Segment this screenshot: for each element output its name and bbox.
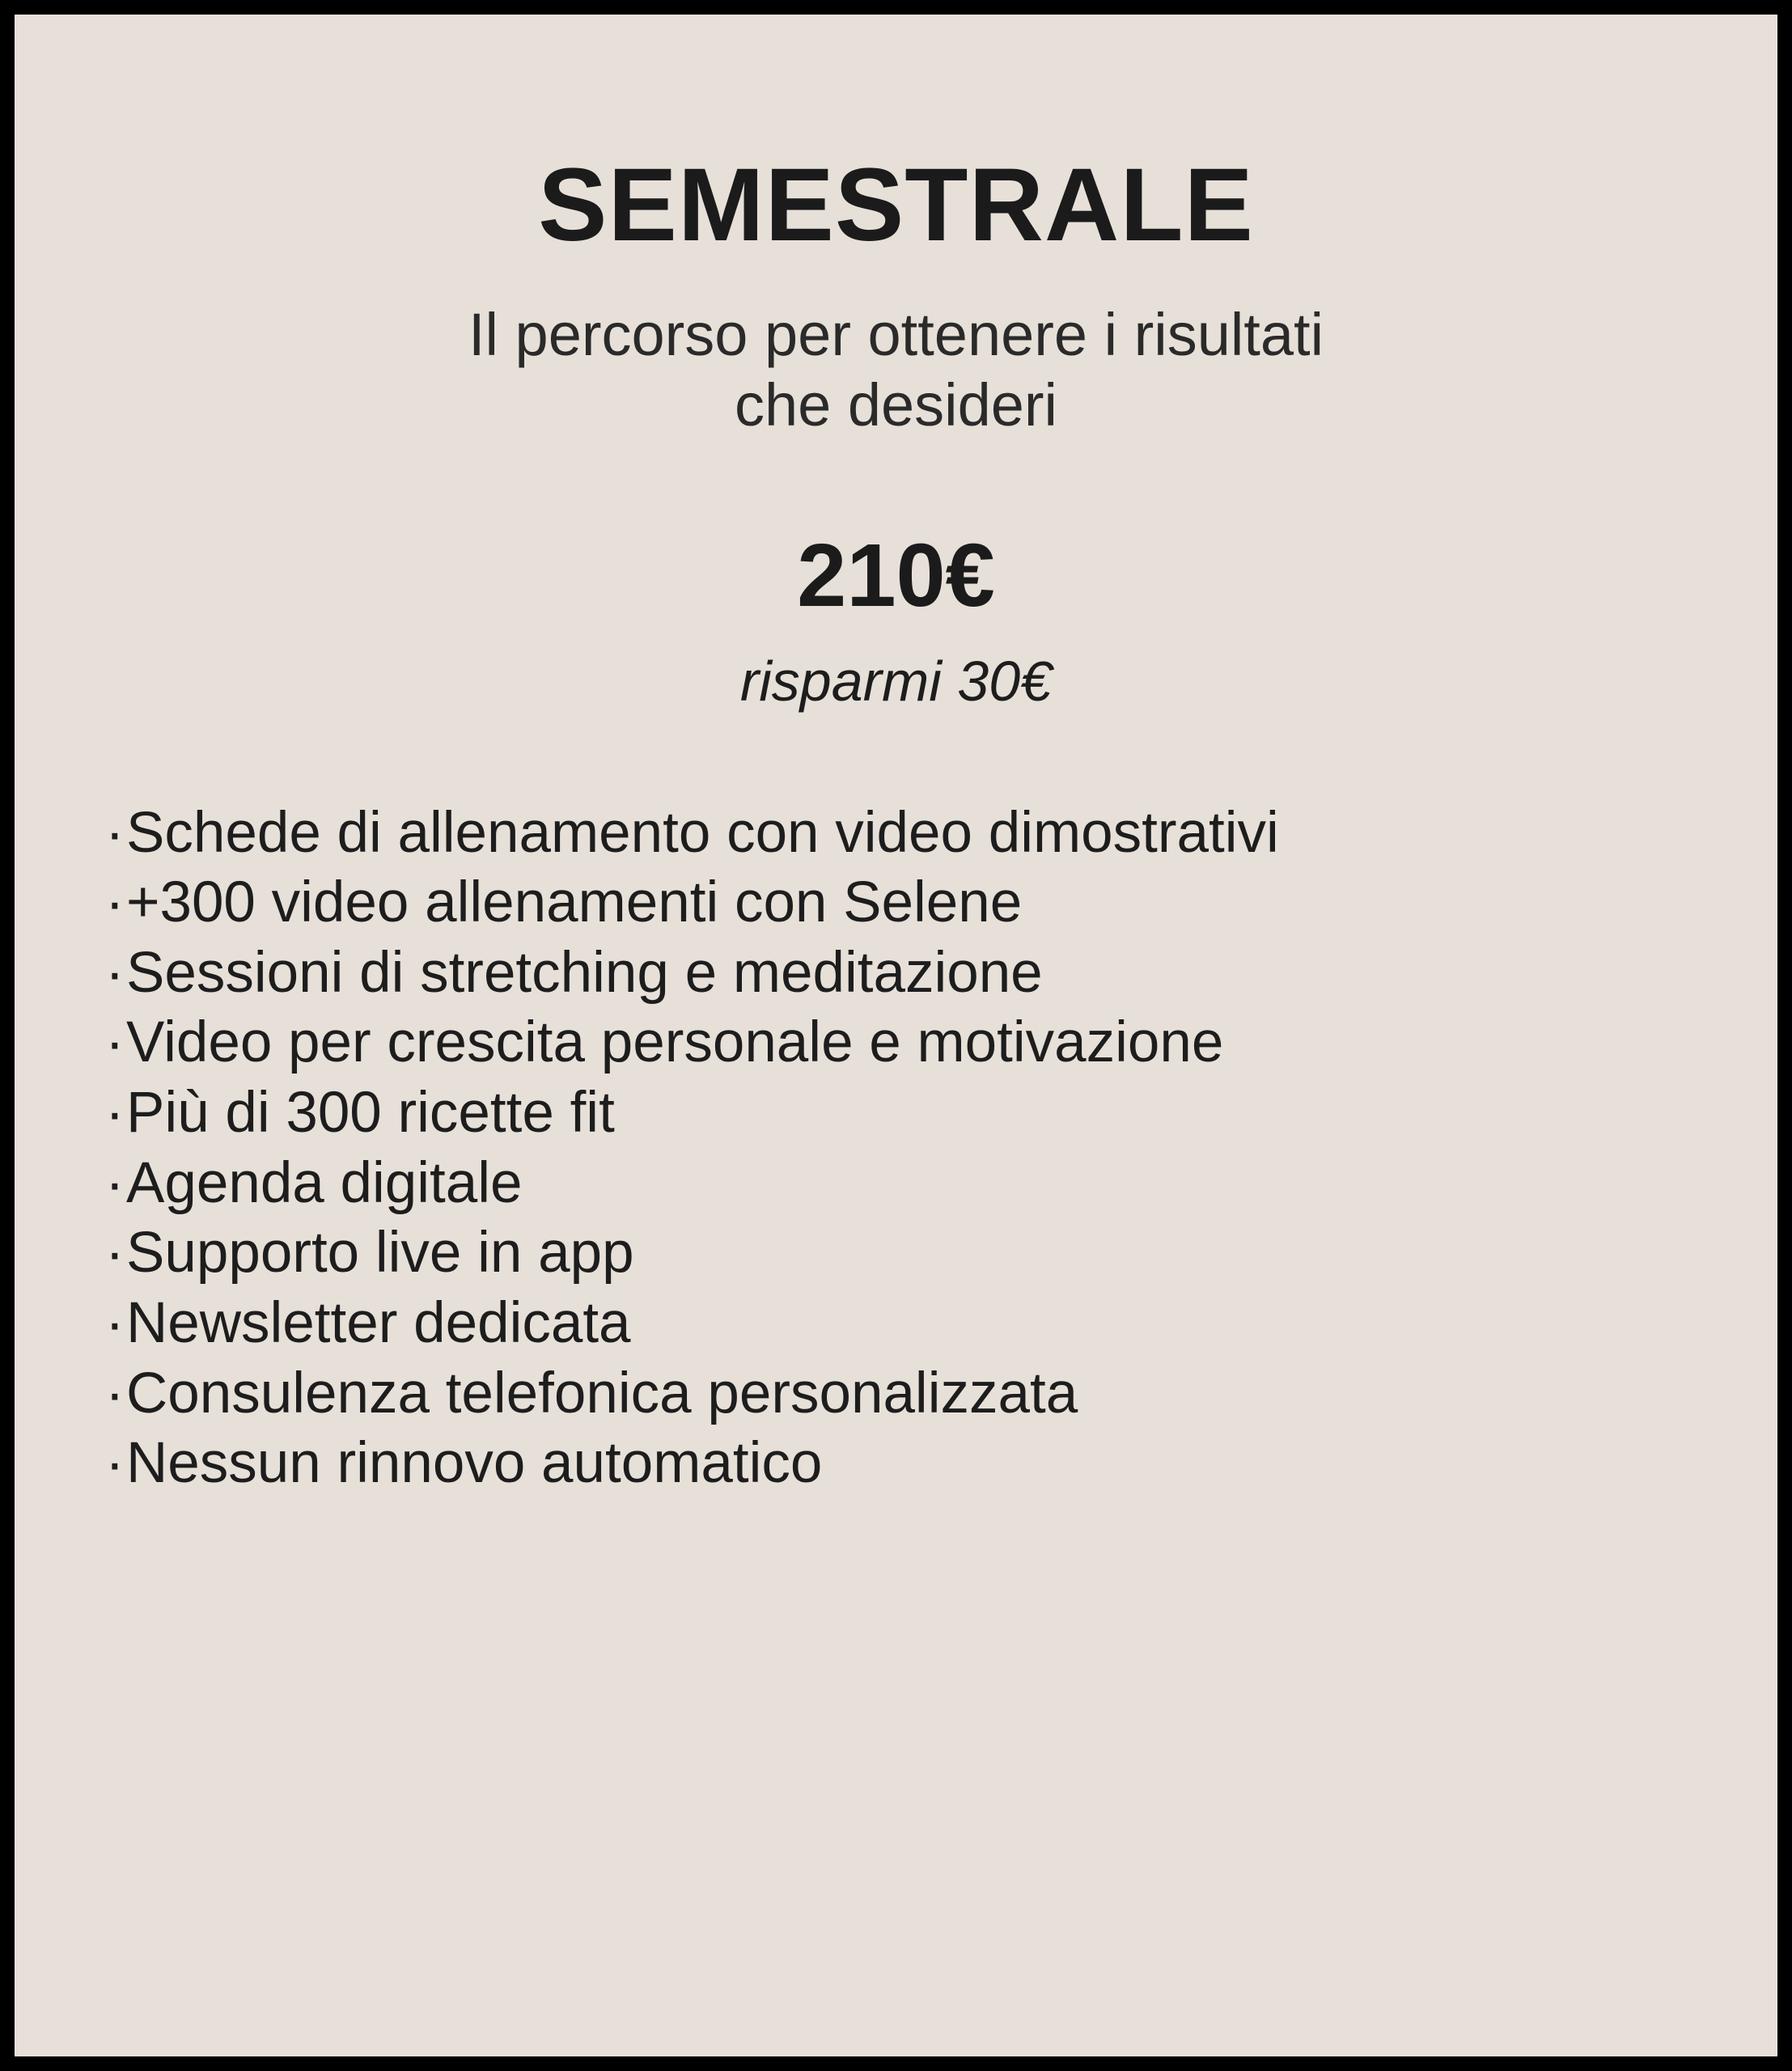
feature-label: Supporto live in app [126,1221,634,1285]
bullet-icon: · [105,870,125,935]
plan-subtitle: Il percorso per ottenere i risultati che desideri [468,301,1324,439]
bullet-icon: · [105,940,125,1005]
bullet-icon: · [105,1361,125,1425]
list-item [105,1008,1777,1078]
list-item [105,1359,1777,1429]
feature-label: Video per crescita personale e motivazione [126,1010,1224,1075]
bullet-icon: · [105,1081,125,1146]
feature-label: Newsletter dedicata [126,1290,631,1355]
plan-savings: risparmi 30€ [739,649,1053,713]
feature-label: Consulenza telefonica personalizzata [126,1361,1078,1425]
feature-label: +300 video allenamenti con Selene [126,870,1023,935]
feature-list [15,798,1777,1499]
bullet-icon: · [105,1010,125,1075]
plan-title: SEMESTRALE [538,147,1254,263]
list-item [105,1078,1777,1149]
feature-label: Schede di allenamento con video dimostrativi [126,800,1279,865]
list-item [105,938,1777,1009]
list-item [105,1149,1777,1219]
bullet-icon: · [105,1431,125,1496]
bullet-icon: · [105,800,125,865]
pricing-card [15,15,1777,2056]
bullet-icon: · [105,1221,125,1285]
feature-label: Più di 300 ricette fit [126,1081,615,1146]
list-item [105,1289,1777,1359]
list-item [105,868,1777,938]
feature-label: Nessun rinnovo automatico [126,1431,823,1496]
bullet-icon: · [105,1290,125,1355]
list-item [105,798,1777,869]
plan-price: 210€ [797,525,995,625]
feature-label: Sessioni di stretching e meditazione [126,940,1043,1005]
feature-label: Agenda digitale [126,1150,523,1215]
bullet-icon: · [105,1150,125,1215]
list-item [105,1429,1777,1499]
list-item [105,1218,1777,1289]
